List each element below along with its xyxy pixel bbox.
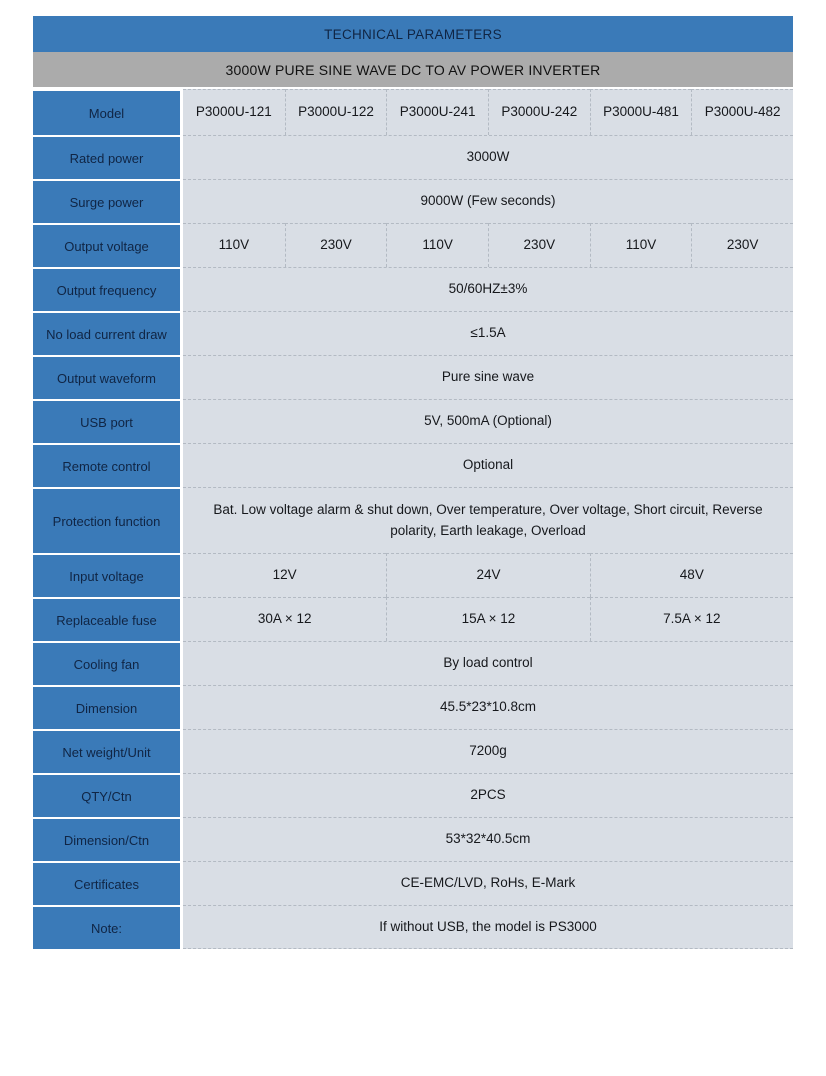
cooling-fan-value: By load control bbox=[183, 641, 793, 685]
table-row-input-voltage bbox=[33, 553, 793, 597]
model-cell: P3000U-122 bbox=[285, 89, 387, 135]
output-voltage-cell: 230V bbox=[488, 223, 590, 267]
table-row-output-frequency bbox=[33, 267, 793, 311]
table-row-protection-function bbox=[33, 487, 793, 553]
table-row-output-voltage bbox=[33, 223, 793, 267]
table-row-cooling-fan bbox=[33, 641, 793, 685]
table-row-note bbox=[33, 905, 793, 949]
row-label-usb-port: USB port bbox=[33, 399, 183, 443]
row-label-replaceable-fuse: Replaceable fuse bbox=[33, 597, 183, 641]
row-label-remote-control: Remote control bbox=[33, 443, 183, 487]
output-voltage-cell: 110V bbox=[590, 223, 692, 267]
replaceable-fuse-cell: 7.5A × 12 bbox=[590, 597, 793, 641]
certificates-value: CE-EMC/LVD, RoHs, E-Mark bbox=[183, 861, 793, 905]
input-voltage-cell: 12V bbox=[183, 553, 386, 597]
note-value: If without USB, the model is PS3000 bbox=[183, 905, 793, 949]
usb-port-value: 5V, 500mA (Optional) bbox=[183, 399, 793, 443]
input-voltage-cell: 48V bbox=[590, 553, 793, 597]
row-label-dimension: Dimension bbox=[33, 685, 183, 729]
row-label-input-voltage: Input voltage bbox=[33, 553, 183, 597]
output-voltage-cell: 110V bbox=[183, 223, 285, 267]
table-row-remote-control bbox=[33, 443, 793, 487]
output-voltage-cell: 230V bbox=[285, 223, 387, 267]
table-row-dimension-ctn bbox=[33, 817, 793, 861]
model-cell: P3000U-121 bbox=[183, 89, 285, 135]
table-row-net-weight bbox=[33, 729, 793, 773]
replaceable-fuse-cell: 30A × 12 bbox=[183, 597, 386, 641]
qty-ctn-value: 2PCS bbox=[183, 773, 793, 817]
row-label-cooling-fan: Cooling fan bbox=[33, 641, 183, 685]
table-row-output-waveform bbox=[33, 355, 793, 399]
row-label-dimension-ctn: Dimension/Ctn bbox=[33, 817, 183, 861]
output-voltage-cell: 110V bbox=[386, 223, 488, 267]
model-cell: P3000U-242 bbox=[488, 89, 590, 135]
row-label-certificates: Certificates bbox=[33, 861, 183, 905]
row-label-no-load-current: No load current draw bbox=[33, 311, 183, 355]
row-label-rated-power: Rated power bbox=[33, 135, 183, 179]
table-row-qty-ctn bbox=[33, 773, 793, 817]
table-subtitle-row bbox=[33, 52, 793, 89]
rated-power-value: 3000W bbox=[183, 135, 793, 179]
remote-control-value: Optional bbox=[183, 443, 793, 487]
model-cell: P3000U-482 bbox=[691, 89, 793, 135]
input-voltage-cell: 24V bbox=[386, 553, 589, 597]
output-frequency-value: 50/60HZ±3% bbox=[183, 267, 793, 311]
net-weight-value: 7200g bbox=[183, 729, 793, 773]
surge-power-value: 9000W (Few seconds) bbox=[183, 179, 793, 223]
no-load-current-value: ≤1.5A bbox=[183, 311, 793, 355]
table-row-dimension bbox=[33, 685, 793, 729]
table-title-row bbox=[33, 16, 793, 52]
row-label-note: Note: bbox=[33, 905, 183, 949]
replaceable-fuse-cell: 15A × 12 bbox=[386, 597, 589, 641]
row-label-surge-power: Surge power bbox=[33, 179, 183, 223]
row-label-model: Model bbox=[33, 89, 183, 135]
technical-parameters-table bbox=[33, 16, 793, 949]
output-waveform-value: Pure sine wave bbox=[183, 355, 793, 399]
table-subtitle: 3000W PURE SINE WAVE DC TO AV POWER INVERTER bbox=[33, 52, 793, 89]
dimension-ctn-value: 53*32*40.5cm bbox=[183, 817, 793, 861]
row-label-qty-ctn: QTY/Ctn bbox=[33, 773, 183, 817]
row-label-output-frequency: Output frequency bbox=[33, 267, 183, 311]
protection-function-value: Bat. Low voltage alarm & shut down, Over temperature, Over voltage, Short circuit, Reverse polarity, Earth leakage, Overload bbox=[183, 487, 793, 553]
table-row-no-load-current bbox=[33, 311, 793, 355]
row-label-protection-function: Protection function bbox=[33, 487, 183, 553]
row-label-output-waveform: Output waveform bbox=[33, 355, 183, 399]
dimension-value: 45.5*23*10.8cm bbox=[183, 685, 793, 729]
output-voltage-cell: 230V bbox=[691, 223, 793, 267]
table-row-replaceable-fuse bbox=[33, 597, 793, 641]
model-cell: P3000U-481 bbox=[590, 89, 692, 135]
table-title: TECHNICAL PARAMETERS bbox=[33, 16, 793, 52]
table-row-model bbox=[33, 89, 793, 135]
model-cell: P3000U-241 bbox=[386, 89, 488, 135]
table-row-certificates bbox=[33, 861, 793, 905]
row-label-net-weight: Net weight/Unit bbox=[33, 729, 183, 773]
table-row-surge-power bbox=[33, 179, 793, 223]
row-label-output-voltage: Output voltage bbox=[33, 223, 183, 267]
table-row-rated-power bbox=[33, 135, 793, 179]
table-row-usb-port bbox=[33, 399, 793, 443]
